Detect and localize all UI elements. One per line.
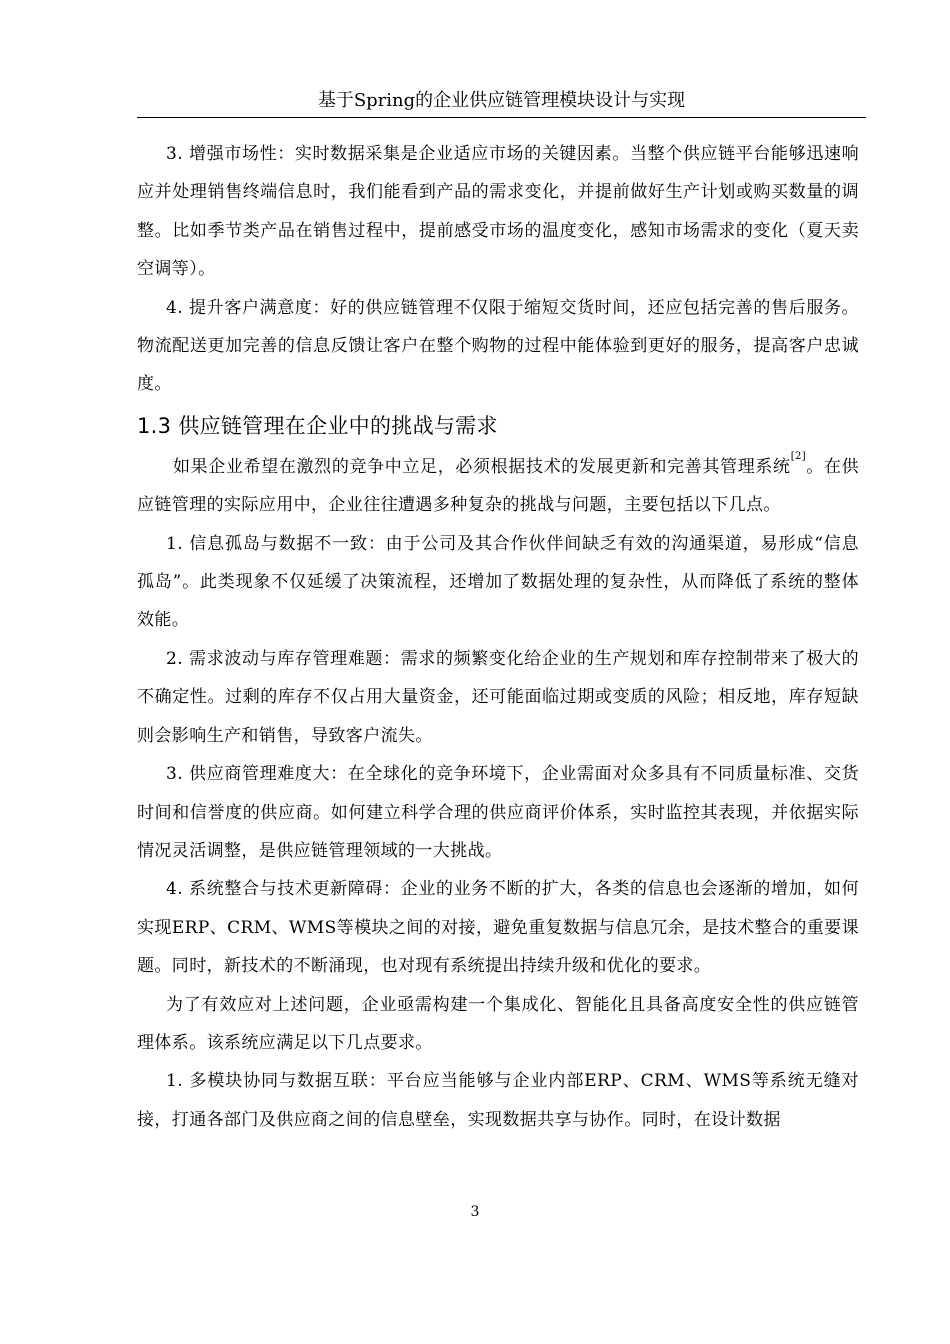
list-item-supplier-management: 3. 供应商管理难度大：在全球化的竞争环境下，企业需面对众多具有不同质量标准、交货时间和信誉度的供应商。如何建立科学合理的供应商评价体系，实时监控其表现，并依据实际情况灵活调整，是供应链管理领域的一大挑战。: [137, 764, 859, 861]
citation-reference: [2]: [790, 450, 807, 462]
requirements-intro-paragraph: 为了有效应对上述问题，企业亟需构建一个集成化、智能化且具备高度安全性的供应链管理体系。该系统应满足以下几点要求。: [137, 994, 859, 1053]
running-header: 基于Spring的企业供应链管理模块设计与实现: [317, 90, 686, 111]
list-item-module-collaboration: 1. 多模块协同与数据互联：平台应当能够与企业内部ERP、CRM、WMS等系统无缝对接，打通各部门及供应商之间的信息壁垒，实现数据共享与协作。同时，在设计数据: [137, 1071, 859, 1130]
intro-text-continued: 。在供应链管理的实际应用中，企业往往遭遇多种复杂的挑战与问题，主要包括以下几点。: [137, 456, 860, 516]
header-rule: [137, 117, 866, 118]
page-number: 3: [470, 1204, 480, 1220]
list-item-system-integration: 4. 系统整合与技术更新障碍：企业的业务不断的扩大，各类的信息也会逐渐的增加，如何实现ERP、CRM、WMS等模块之间的对接，避免重复数据与信息冗余，是技术整合的重要课题。同时，新技术的不断涌现，也对现有系统提出持续升级和优化的要求。: [137, 879, 859, 977]
intro-paragraph: [137, 448, 859, 525]
section-heading: 1.3 供应链管理在企业中的挑战与需求: [137, 413, 498, 438]
list-item-information-silo: 1. 信息孤岛与数据不一致：由于公司及其合作伙伴间缺乏有效的沟通渠道，易形成“信息孤岛”。此类现象不仅延缓了决策流程，还增加了数据处理的复杂性，从而降低了系统的整体效能。: [137, 533, 859, 631]
page-body: [137, 135, 859, 1139]
list-item-customer-satisfaction: 4. 提升客户满意度：好的供应链管理不仅限于缩短交货时间，还应包括完善的售后服务。物流配送更加完善的信息反馈让客户在整个购物的过程中能体验到更好的服务，提高客户忠诚度。: [137, 297, 859, 395]
list-item-market: 3. 增强市场性：实时数据采集是企业适应市场的关键因素。当整个供应链平台能够迅速响应并处理销售终端信息时，我们能看到产品的需求变化，并提前做好生产计划或购买数量的调整。比如季节类产品在销售过程中，提前感受市场的温度变化，感知市场需求的变化（夏天卖空调等）。: [137, 144, 859, 280]
list-item-demand-fluctuation: 2. 需求波动与库存管理难题：需求的频繁变化给企业的生产规划和库存控制带来了极大的不确定性。过剩的库存不仅占用大量资金，还可能面临过期或变质的风险；相反地，库存短缺则会影响生产和销售，导致客户流失。: [137, 648, 859, 746]
intro-text: 如果企业希望在激烈的竞争中立足，必须根据技术的发展更新和完善其管理系统: [173, 456, 791, 477]
